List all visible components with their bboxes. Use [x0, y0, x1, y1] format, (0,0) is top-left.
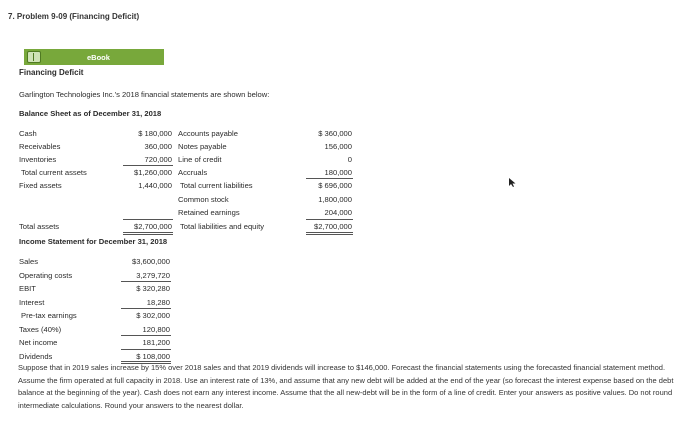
liability-label: Retained earnings	[178, 208, 240, 217]
asset-label: Cash	[19, 129, 37, 138]
liability-value: 0	[347, 155, 352, 164]
mouse-cursor-icon	[508, 177, 517, 191]
asset-value: 720,000	[144, 155, 172, 164]
asset-label: Total current assets	[21, 168, 87, 177]
liability-label: Total current liabilities	[180, 181, 253, 190]
liability-value: $ 360,000	[318, 129, 352, 138]
double-underline	[306, 232, 353, 235]
liability-value: 1,800,000	[318, 195, 352, 204]
liability-label: Total liabilities and equity	[180, 222, 265, 231]
income-label: Net income	[19, 338, 58, 347]
underline	[121, 281, 171, 282]
underline	[121, 349, 171, 350]
income-label: Operating costs	[19, 271, 73, 280]
liability-value: 180,000	[324, 168, 352, 177]
asset-value: $1,260,000	[133, 168, 172, 177]
liability-label: Accruals	[178, 168, 208, 177]
income-value: 18,280	[146, 298, 170, 307]
asset-value: 1,440,000	[138, 181, 172, 190]
underline	[121, 308, 171, 309]
income-label: Dividends	[19, 352, 53, 361]
asset-label: Receivables	[19, 142, 61, 151]
income-value: $ 320,280	[136, 284, 170, 293]
liability-value: $ 696,000	[318, 181, 352, 190]
liability-value: $2,700,000	[313, 222, 352, 231]
underline	[123, 219, 173, 220]
income-label: Pre-tax earnings	[21, 311, 77, 320]
liability-value: 204,000	[324, 208, 352, 217]
intro-text: Garlington Technologies Inc.'s 2018 financial statements are shown below:	[19, 90, 270, 99]
underline	[306, 219, 353, 220]
ebook-button[interactable]	[24, 49, 164, 65]
liability-label: Accounts payable	[178, 129, 238, 138]
income-value: $ 108,000	[136, 352, 170, 361]
asset-value: $ 180,000	[138, 129, 172, 138]
income-label: EBIT	[19, 284, 36, 293]
liability-value: 156,000	[324, 142, 352, 151]
underline	[121, 335, 171, 336]
problem-title: 7. Problem 9-09 (Financing Deficit)	[8, 12, 140, 21]
double-underline	[123, 232, 173, 235]
asset-value: $2,700,000	[133, 222, 172, 231]
income-label: Taxes (40%)	[19, 325, 62, 334]
ebook-label: eBook	[87, 52, 110, 62]
liability-label: Common stock	[178, 195, 229, 204]
liability-label: Line of credit	[178, 155, 222, 164]
instructions-paragraph: Suppose that in 2019 sales increase by 15% over 2018 sales and that 2019 dividends will increase to $146,000. Forecast the financial statements using the forecasted financial statement method. Assume the firm operated at full capacity in 2018. Use an interest rate of 13%, and assume that any new debt will be added at the end of the year (so forecast the interest expense based on the debt balance at the beginning of the year). Cash does not earn any interest income. Assume that the all new-debt will be in the form of a line of credit. Enter your answers as positive values. Do not round intermediate calculations. Round your answers to the nearest dollar.	[18, 363, 674, 410]
underline	[306, 178, 353, 179]
income-label: Interest	[19, 298, 45, 307]
asset-label: Total assets	[19, 222, 60, 231]
balance-sheet-title: Balance Sheet as of December 31, 2018	[19, 109, 162, 118]
section-title: Financing Deficit	[19, 68, 84, 77]
income-value: 3,279,720	[136, 271, 170, 280]
income-statement-title: Income Statement for December 31, 2018	[19, 237, 168, 246]
liability-label: Notes payable	[178, 142, 227, 151]
underline	[123, 165, 173, 166]
income-value: 181,200	[142, 338, 170, 347]
income-value: $ 302,000	[136, 311, 170, 320]
asset-label: Fixed assets	[19, 181, 62, 190]
asset-label: Inventories	[19, 155, 57, 164]
asset-value: 360,000	[144, 142, 172, 151]
income-label: Sales	[19, 257, 38, 266]
book-icon	[27, 51, 41, 63]
income-value: 120,800	[142, 325, 170, 334]
income-value: $3,600,000	[131, 257, 170, 266]
